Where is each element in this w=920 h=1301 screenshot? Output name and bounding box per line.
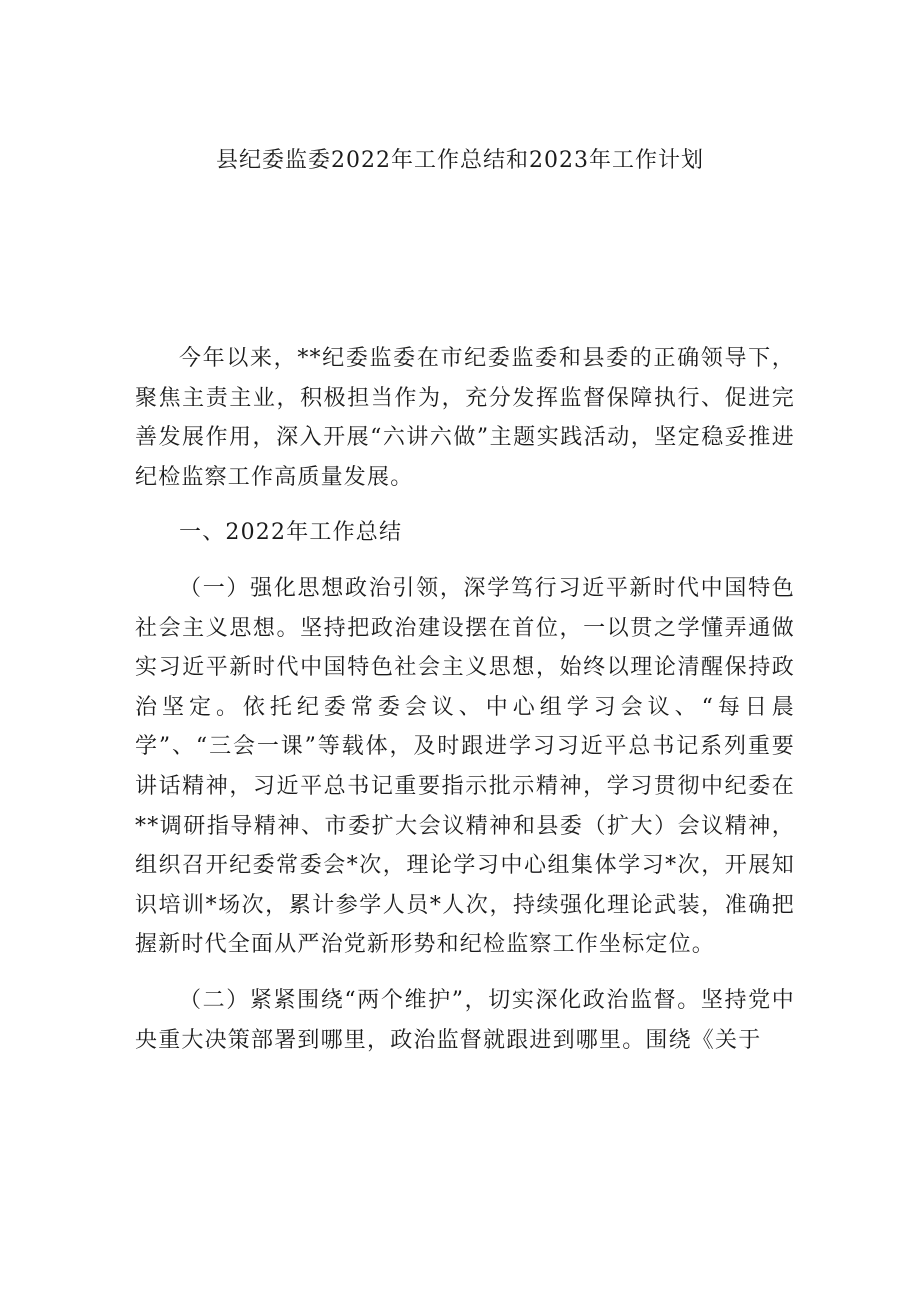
- summary-item-2: （二）紧紧围绕“两个维护”，切实深化政治监督。坚持党中央重大决策部署到哪里，政治监督就跟进到哪里。围绕《关于: [135, 987, 795, 1053]
- section-heading: 一、2022年工作总结: [179, 520, 403, 546]
- document-body: [135, 339, 795, 1076]
- summary-item-1: （一）强化思想政治引领，深学笃行习近平新时代中国特色社会主义思想。坚持把政治建设摆在首位，一以贯之学懂弄通做实习近平新时代中国特色社会主义思想，始终以理论清醒保持政治坚定。依托纪委常委会议、中心组学习会议、“每日晨学”、“三会一课”等载体，及时跟进学习习近平总书记系列重要讲话精神，习近平总书记重要指示批示精神，学习贯彻中纪委在**调研指导精神、市委扩大会议精神和县委（扩大）会议精神，组织召开纪委常委会*次，理论学习中心组集体学习*次，开展知识培训*场次，累计参学人员*人次，持续强化理论武装，准确把握新时代全面从严治党新形势和纪检监察工作坐标定位。: [135, 575, 795, 958]
- intro-paragraph: 今年以来，**纪委监委在市纪委监委和县委的正确领导下，聚焦主责主业，积极担当作为，充分发挥监督保障执行、促进完善发展作用，深入开展“六讲六做”主题实践活动，坚定稳妥推进纪检监察工作高质量发展。: [135, 346, 795, 490]
- document-title: 县纪委监委2022年工作总结和2023年工作计划: [216, 148, 704, 173]
